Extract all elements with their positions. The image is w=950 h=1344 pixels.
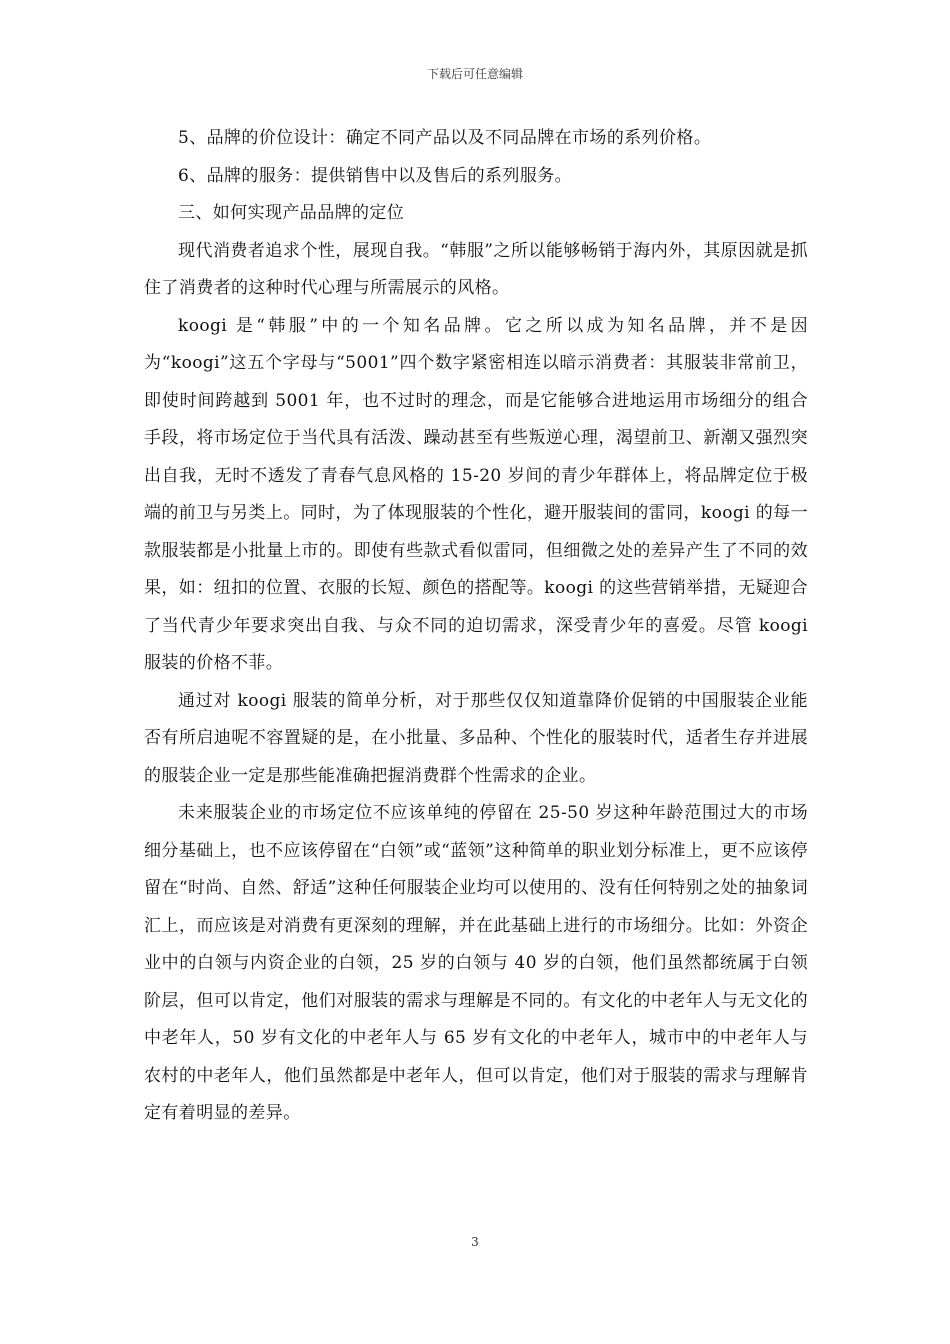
section-heading: 三、如何实现产品品牌的定位: [178, 203, 405, 223]
paragraph-koogi-analysis: 通过对 koogi 服装的简单分析，对于那些仅仅知道靠降价促销的中国服装企业能否有所启迪呢不容置疑的是，在小批量、多品种、个性化的服装时代，适者生存并进展的服装企业一定是那些能准确把握消费群个性需求的企业。: [144, 690, 808, 786]
page-header: 下载后可任意编辑: [426, 67, 523, 81]
paragraph-service: 6、品牌的服务：提供销售中以及售后的系列服务。: [178, 165, 573, 186]
page-number: 3: [471, 1235, 479, 1249]
paragraph-koogi-brand: koogi 是“韩服”中的一个知名品牌。它之所以成为知名品牌，并不是因为“koogi”这五个字母与“5001”四个数字紧密相连以暗示消费者：其服装非常前卫，即使时间跨越到 5001 年，也不过时的理念，而是它能够合进地运用市场细分的组合手段，将市场定位于当代具有活泼、躁动甚至有些叛逆心理，渴望前卫、新潮又强烈突出自我，无时不透发了青春气息风格的 15-20 岁间的青少年群体上，将品牌定位于极端的前卫与另类上。同时，为了体现服装的个性化，避开服装间的雷同，koogi 的每一款服装都是小批量上市的。即使有些款式看似雷同，但细微之处的差异产生了不同的效果，如：纽扣的位置、衣服的长短、颜色的搭配等。koogi 的这些营销举措，无疑迎合了当代青少年要求突出自我、与众不同的迫切需求，深受青少年的喜爱。尽管 koogi 服装的价格不菲。: [144, 315, 808, 673]
paragraph-price-design: 5、品牌的价位设计：确定不同产品以及不同品牌在市场的系列价格。: [178, 128, 712, 148]
paragraph-future-positioning: 未来服装企业的市场定位不应该单纯的停留在 25-50 岁这种年龄范围过大的市场细分基础上，也不应该停留在“白领”或“蓝领”这种简单的职业划分标准上，更不应该停留在“时尚、自然、舒适”这种任何服装企业均可以使用的、没有任何特别之处的抽象词汇上，而应该是对消费有更深刻的理解，并在此基础上进行的市场细分。比如：外资企业中的白领与内资企业的白领，25 岁的白领与 40 岁的白领，他们虽然都统属于白领阶层，但可以肯定，他们对服装的需求与理解是不同的。有文化的中老年人与无文化的中老年人，50 岁有文化的中老年人与 65 岁有文化的中老年人，城市中的中老年人与农村的中老年人，他们虽然都是中老年人，但可以肯定，他们对于服装的需求与理解肯定有着明显的差异。: [144, 803, 808, 1123]
paragraph-modern-consumers: 现代消费者追求个性，展现自我。“韩服”之所以能够畅销于海内外，其原因就是抓住了消费者的这种时代心理与所需展示的风格。: [144, 240, 808, 298]
document-body: [144, 120, 808, 1133]
